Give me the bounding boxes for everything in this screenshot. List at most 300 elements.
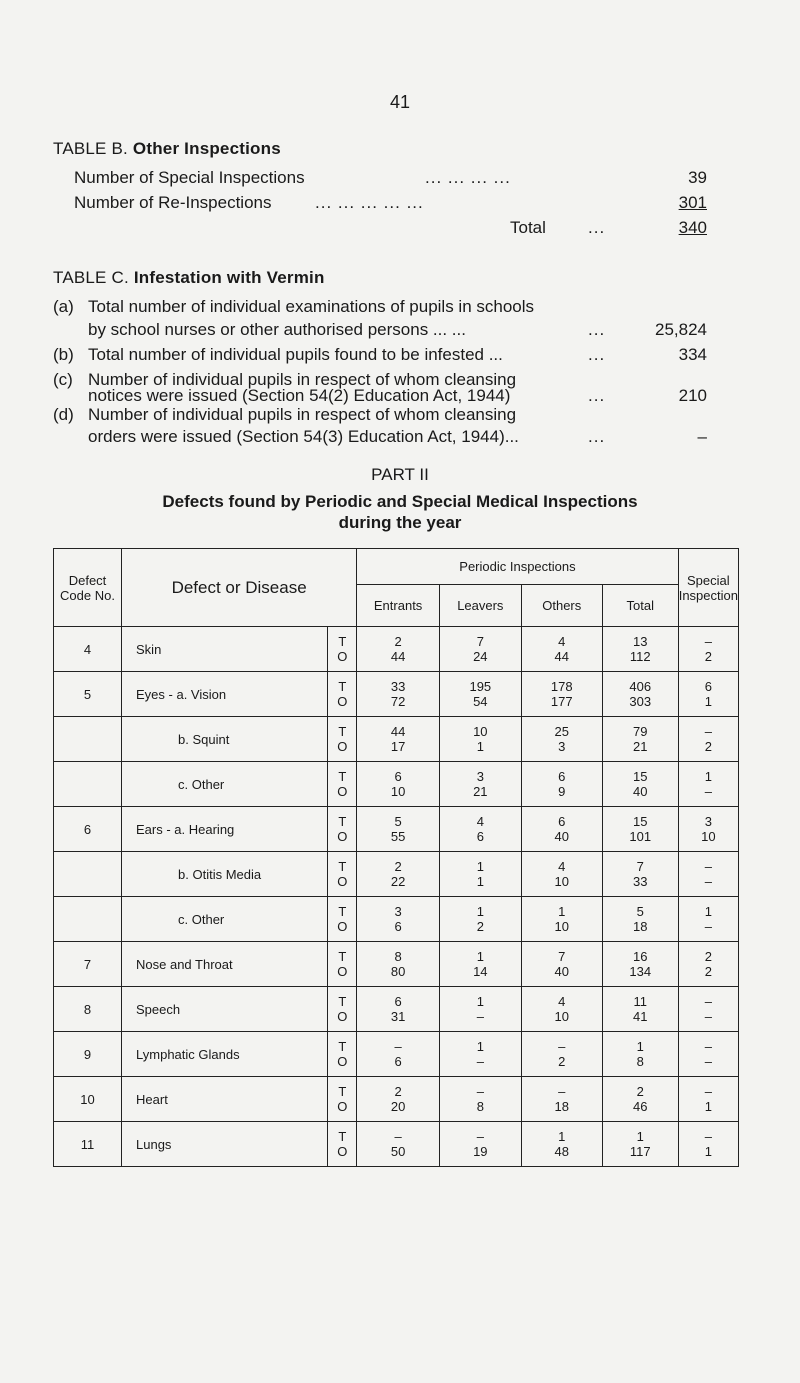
total-t-value: 15 xyxy=(633,814,648,829)
leavers-t-value: – xyxy=(476,1129,484,1144)
item-d-line2: orders were issued (Section 54(3) Education Act, 1944)... xyxy=(88,427,519,446)
cell-special xyxy=(678,627,738,672)
leavers-t-value: 1 xyxy=(476,904,484,919)
item-a-line1: Total number of individual examinations of pupils in schools xyxy=(88,297,535,316)
total-o-value: 117 xyxy=(629,1144,651,1159)
defect-name: Skin xyxy=(122,627,328,672)
special-t-value: – xyxy=(704,994,712,1009)
special-o-value: – xyxy=(704,919,712,934)
cell-special xyxy=(678,1122,738,1167)
cell-total xyxy=(602,672,678,717)
table-b-label: TABLE B. xyxy=(53,139,128,158)
entrants-o-value: 80 xyxy=(390,964,406,979)
entrants-t-value: 33 xyxy=(390,679,406,694)
defects-table xyxy=(53,548,739,1167)
cell-leavers xyxy=(439,1122,521,1167)
total-t-value: 79 xyxy=(633,724,648,739)
cell-others xyxy=(521,987,602,1032)
defect-code: 7 xyxy=(54,942,122,987)
defect-name: Nose and Throat xyxy=(122,942,328,987)
table-row xyxy=(54,627,739,672)
cell-others xyxy=(521,627,602,672)
row-type-o: O xyxy=(337,694,348,709)
cell-special xyxy=(678,987,738,1032)
defect-name: b. Squint xyxy=(122,717,328,762)
special-o-value: 2 xyxy=(704,649,712,664)
t-o-label xyxy=(328,987,357,1032)
entrants-t-value: 3 xyxy=(394,904,402,919)
cell-leavers xyxy=(439,897,521,942)
cell-leavers xyxy=(439,1032,521,1077)
others-o-value: 48 xyxy=(554,1144,569,1159)
special-t-value: – xyxy=(704,1039,712,1054)
cell-entrants xyxy=(357,1032,440,1077)
leavers-t-value: 195 xyxy=(469,679,492,694)
row-type-t: T xyxy=(338,724,347,739)
others-o-value: 177 xyxy=(550,694,573,709)
entrants-t-value: 5 xyxy=(394,814,402,829)
cell-others xyxy=(521,672,602,717)
cell-others xyxy=(521,717,602,762)
defect-code xyxy=(54,852,122,897)
others-o-value: 10 xyxy=(554,919,569,934)
special-o-value: 10 xyxy=(701,829,716,844)
cell-others xyxy=(521,807,602,852)
cell-special xyxy=(678,897,738,942)
header-leavers: Leavers xyxy=(439,585,521,627)
total-t-value: 2 xyxy=(636,1084,644,1099)
cell-total xyxy=(602,942,678,987)
entrants-o-value: 44 xyxy=(390,649,406,664)
table-row xyxy=(54,897,739,942)
others-o-value: 3 xyxy=(558,739,566,754)
leavers-o-value: 1 xyxy=(476,739,484,754)
t-o-label xyxy=(328,1077,357,1122)
others-t-value: 6 xyxy=(558,769,566,784)
leavers-o-value: – xyxy=(476,1009,484,1024)
cell-special xyxy=(678,1077,738,1122)
header-code: Defect Code No. xyxy=(54,549,122,627)
cell-entrants xyxy=(357,762,440,807)
t-o-label xyxy=(328,1032,357,1077)
defect-code xyxy=(54,717,122,762)
special-t-value: – xyxy=(704,634,712,649)
cell-leavers xyxy=(439,987,521,1032)
leavers-t-value: 10 xyxy=(473,724,488,739)
t-o-label xyxy=(328,672,357,717)
defect-code xyxy=(54,897,122,942)
special-t-value: 1 xyxy=(704,769,712,784)
row-type-o: O xyxy=(337,1009,348,1024)
row-type-t: T xyxy=(338,634,347,649)
cell-others xyxy=(521,1032,602,1077)
leavers-t-value: 3 xyxy=(476,769,484,784)
others-o-value: 44 xyxy=(554,649,569,664)
others-t-value: 25 xyxy=(554,724,569,739)
cell-total xyxy=(602,897,678,942)
t-o-label xyxy=(328,627,357,672)
special-t-value: – xyxy=(704,859,712,874)
total-o-value: 46 xyxy=(633,1099,648,1114)
cell-total xyxy=(602,627,678,672)
cell-others xyxy=(521,852,602,897)
entrants-t-value: 2 xyxy=(394,1084,402,1099)
others-t-value: 1 xyxy=(558,1129,566,1144)
leavers-t-value: 7 xyxy=(476,634,484,649)
row-type-o: O xyxy=(337,919,348,934)
row-type-t: T xyxy=(338,1129,347,1144)
leavers-o-value: 24 xyxy=(473,649,488,664)
cell-entrants xyxy=(357,897,440,942)
row-type-t: T xyxy=(338,1039,347,1054)
leavers-t-value: 1 xyxy=(476,859,484,874)
item-d-dots: ... xyxy=(588,427,606,446)
table-b-caption: Other Inspections xyxy=(132,139,281,158)
item-b-line1: Total number of individual pupils found to be infested ... xyxy=(88,345,503,364)
part-subtitle-line2: during the year xyxy=(338,513,462,532)
header-periodic: Periodic Inspections xyxy=(357,549,678,585)
others-t-value: 7 xyxy=(558,949,566,964)
total-value: 340 xyxy=(678,218,707,237)
defect-code: 6 xyxy=(54,807,122,852)
cell-entrants xyxy=(357,987,440,1032)
cell-leavers xyxy=(439,717,521,762)
item-b-letter: (b) xyxy=(53,345,74,364)
special-t-value: 3 xyxy=(704,814,712,829)
cell-special xyxy=(678,942,738,987)
total-o-value: 41 xyxy=(633,1009,648,1024)
cell-leavers xyxy=(439,807,521,852)
total-o-value: 8 xyxy=(636,1054,644,1069)
total-o-value: 18 xyxy=(633,919,648,934)
table-b-heading xyxy=(53,139,281,159)
total-o-value: 303 xyxy=(629,694,652,709)
t-o-label xyxy=(328,897,357,942)
cell-total xyxy=(602,852,678,897)
total-t-value: 5 xyxy=(636,904,644,919)
leavers-t-value: 1 xyxy=(476,1039,484,1054)
total-t-value: 11 xyxy=(633,994,648,1009)
cell-others xyxy=(521,1122,602,1167)
others-t-value: 4 xyxy=(558,859,566,874)
item-c-line1: Number of individual pupils in respect of whom cleansing xyxy=(88,370,517,389)
row-type-o: O xyxy=(337,649,348,664)
item-c-dots: ... xyxy=(588,386,606,405)
others-o-value: 10 xyxy=(554,874,569,889)
defect-code: 4 xyxy=(54,627,122,672)
special-o-value: – xyxy=(704,874,712,889)
item-a-line2: by school nurses or other authorised persons ... ... xyxy=(88,320,466,339)
others-t-value: 1 xyxy=(558,904,566,919)
table-row xyxy=(54,762,739,807)
entrants-o-value: 17 xyxy=(390,739,406,754)
special-t-value: – xyxy=(704,1084,712,1099)
row-type-t: T xyxy=(338,1084,347,1099)
cell-special xyxy=(678,807,738,852)
row-type-t: T xyxy=(338,949,347,964)
row-type-o: O xyxy=(337,1099,348,1114)
leavers-t-value: 4 xyxy=(476,814,484,829)
leavers-o-value: 54 xyxy=(473,694,488,709)
entrants-o-value: 72 xyxy=(390,694,406,709)
defect-code xyxy=(54,762,122,807)
cell-leavers xyxy=(439,942,521,987)
leavers-t-value: – xyxy=(476,1084,484,1099)
entrants-t-value: – xyxy=(394,1039,402,1054)
others-o-value: 2 xyxy=(558,1054,566,1069)
defect-code: 5 xyxy=(54,672,122,717)
item-b-value: 334 xyxy=(678,345,707,364)
cell-special xyxy=(678,672,738,717)
cell-special xyxy=(678,717,738,762)
total-o-value: 101 xyxy=(629,829,652,844)
t-o-label xyxy=(328,1122,357,1167)
item-a-dots: ... xyxy=(588,320,606,339)
defect-code: 9 xyxy=(54,1032,122,1077)
header-disease: Defect or Disease xyxy=(122,549,357,627)
row-type-t: T xyxy=(338,814,347,829)
cell-leavers xyxy=(439,852,521,897)
special-o-value: – xyxy=(704,784,712,799)
entrants-t-value: 6 xyxy=(394,769,402,784)
special-t-value: – xyxy=(704,724,712,739)
defect-code: 10 xyxy=(54,1077,122,1122)
row-type-t: T xyxy=(338,859,347,874)
cell-others xyxy=(521,942,602,987)
t-o-label xyxy=(328,762,357,807)
leavers-o-value: – xyxy=(476,1054,484,1069)
item-d-value: – xyxy=(697,427,707,446)
cell-entrants xyxy=(357,717,440,762)
leavers-o-value: 2 xyxy=(476,919,484,934)
cell-others xyxy=(521,897,602,942)
t-o-label xyxy=(328,807,357,852)
total-o-value: 40 xyxy=(633,784,648,799)
cell-leavers xyxy=(439,1077,521,1122)
entrants-t-value: 6 xyxy=(394,994,402,1009)
cell-entrants xyxy=(357,807,440,852)
leavers-o-value: 19 xyxy=(473,1144,488,1159)
cell-others xyxy=(521,1077,602,1122)
entrants-o-value: 50 xyxy=(390,1144,406,1159)
row-type-o: O xyxy=(337,739,348,754)
special-inspections-label: Number of Special Inspections xyxy=(74,168,305,187)
defect-code: 8 xyxy=(54,987,122,1032)
total-t-value: 13 xyxy=(633,634,648,649)
row-type-o: O xyxy=(337,1144,348,1159)
special-o-value: 1 xyxy=(704,694,712,709)
special-inspections-value: 39 xyxy=(688,168,707,187)
leavers-o-value: 6 xyxy=(476,829,484,844)
table-row xyxy=(54,672,739,717)
item-c-line2: notices were issued (Section 54(2) Education Act, 1944) xyxy=(88,386,511,405)
row-type-t: T xyxy=(338,994,347,1009)
entrants-o-value: 20 xyxy=(390,1099,406,1114)
leavers-o-value: 8 xyxy=(476,1099,484,1114)
defect-code: 11 xyxy=(54,1122,122,1167)
header-special: Special Inspection xyxy=(678,549,738,627)
cell-total xyxy=(602,762,678,807)
defect-name: b. Otitis Media xyxy=(122,852,328,897)
cell-entrants xyxy=(357,627,440,672)
entrants-t-value: 8 xyxy=(394,949,402,964)
table-c-label: TABLE C. xyxy=(53,268,129,287)
leavers-o-value: 21 xyxy=(473,784,488,799)
header-others: Others xyxy=(521,585,602,627)
others-t-value: 4 xyxy=(558,634,566,649)
table-row xyxy=(54,807,739,852)
page-number: 41 xyxy=(389,92,411,112)
entrants-t-value: 2 xyxy=(394,634,402,649)
row-type-o: O xyxy=(337,964,348,979)
row-type-t: T xyxy=(338,904,347,919)
others-t-value: 6 xyxy=(558,814,566,829)
defect-name: Lungs xyxy=(122,1122,328,1167)
re-inspections-label: Number of Re-Inspections xyxy=(74,193,272,212)
table-row xyxy=(54,1122,739,1167)
row-type-t: T xyxy=(338,769,347,784)
defects-table-body xyxy=(54,627,739,1167)
entrants-t-value: 44 xyxy=(390,724,406,739)
cell-total xyxy=(602,987,678,1032)
others-o-value: 10 xyxy=(554,1009,569,1024)
table-row xyxy=(54,1077,739,1122)
table-row xyxy=(54,1032,739,1077)
header-total: Total xyxy=(602,585,678,627)
cell-leavers xyxy=(439,627,521,672)
defect-name: c. Other xyxy=(122,762,328,807)
others-o-value: 18 xyxy=(554,1099,569,1114)
part-subtitle-line1: Defects found by Periodic and Special Medical Inspections xyxy=(162,492,638,511)
total-t-value: 7 xyxy=(636,859,644,874)
defect-name: Heart xyxy=(122,1077,328,1122)
total-o-value: 33 xyxy=(633,874,648,889)
cell-entrants xyxy=(357,672,440,717)
table-row xyxy=(54,987,739,1032)
others-t-value: – xyxy=(558,1039,566,1054)
others-o-value: 40 xyxy=(554,964,569,979)
cell-special xyxy=(678,852,738,897)
leavers-t-value: 1 xyxy=(476,994,484,1009)
special-o-value: – xyxy=(704,1009,712,1024)
entrants-o-value: 6 xyxy=(394,919,402,934)
table-row xyxy=(54,942,739,987)
leavers-t-value: 1 xyxy=(476,949,484,964)
row-type-o: O xyxy=(337,1054,348,1069)
total-t-value: 16 xyxy=(633,949,648,964)
total-dots: ... xyxy=(588,218,606,237)
cell-special xyxy=(678,1032,738,1077)
special-t-value: 6 xyxy=(704,679,712,694)
total-label: Total xyxy=(510,218,546,237)
special-o-value: 2 xyxy=(704,739,712,754)
defect-name: Eyes - a. Vision xyxy=(122,672,328,717)
special-t-value: 2 xyxy=(704,949,712,964)
cell-special xyxy=(678,762,738,807)
cell-leavers xyxy=(439,762,521,807)
t-o-label xyxy=(328,717,357,762)
entrants-t-value: – xyxy=(394,1129,402,1144)
row-type-t: T xyxy=(338,679,347,694)
item-c-value: 210 xyxy=(678,386,707,405)
entrants-o-value: 31 xyxy=(390,1009,406,1024)
table-c-caption: Infestation with Vermin xyxy=(133,268,325,287)
item-c-letter: (c) xyxy=(53,370,73,389)
entrants-t-value: 2 xyxy=(394,859,402,874)
cell-others xyxy=(521,762,602,807)
entrants-o-value: 10 xyxy=(390,784,406,799)
special-inspections-dots: ... ... ... ... xyxy=(425,168,511,187)
others-t-value: 178 xyxy=(550,679,573,694)
total-t-value: 1 xyxy=(636,1129,644,1144)
defect-name: c. Other xyxy=(122,897,328,942)
entrants-o-value: 55 xyxy=(390,829,406,844)
item-d-line1: Number of individual pupils in respect of whom cleansing xyxy=(88,405,517,424)
special-t-value: 1 xyxy=(704,904,712,919)
re-inspections-dots: ... ... ... ... ... xyxy=(315,193,424,212)
cell-total xyxy=(602,1077,678,1122)
t-o-label xyxy=(328,852,357,897)
total-o-value: 21 xyxy=(633,739,648,754)
special-o-value: 1 xyxy=(704,1099,712,1114)
total-t-value: 15 xyxy=(633,769,648,784)
entrants-o-value: 6 xyxy=(394,1054,402,1069)
cell-entrants xyxy=(357,1077,440,1122)
leavers-o-value: 14 xyxy=(473,964,488,979)
special-o-value: 2 xyxy=(704,964,712,979)
total-o-value: 112 xyxy=(629,649,651,664)
cell-total xyxy=(602,807,678,852)
others-t-value: – xyxy=(558,1084,566,1099)
cell-leavers xyxy=(439,672,521,717)
item-b-dots: ... xyxy=(588,345,606,364)
cell-entrants xyxy=(357,852,440,897)
others-o-value: 40 xyxy=(554,829,569,844)
table-row xyxy=(54,852,739,897)
cell-total xyxy=(602,717,678,762)
part-title: PART II xyxy=(371,465,429,484)
item-a-value: 25,824 xyxy=(655,320,707,339)
cell-entrants xyxy=(357,942,440,987)
others-t-value: 4 xyxy=(558,994,566,1009)
item-d-letter: (d) xyxy=(53,405,74,424)
cell-total xyxy=(602,1122,678,1167)
row-type-o: O xyxy=(337,784,348,799)
table-row xyxy=(54,717,739,762)
entrants-o-value: 22 xyxy=(390,874,406,889)
total-o-value: 134 xyxy=(629,964,652,979)
row-type-o: O xyxy=(337,829,348,844)
special-o-value: – xyxy=(704,1054,712,1069)
others-o-value: 9 xyxy=(558,784,566,799)
item-a-letter: (a) xyxy=(53,297,74,316)
header-entrants: Entrants xyxy=(357,585,440,627)
defect-name: Lymphatic Glands xyxy=(122,1032,328,1077)
row-type-o: O xyxy=(337,874,348,889)
table-c-heading xyxy=(53,268,325,288)
t-o-label xyxy=(328,942,357,987)
defect-name: Ears - a. Hearing xyxy=(122,807,328,852)
leavers-o-value: 1 xyxy=(476,874,484,889)
special-o-value: 1 xyxy=(704,1144,712,1159)
total-t-value: 406 xyxy=(629,679,652,694)
cell-entrants xyxy=(357,1122,440,1167)
re-inspections-value: 301 xyxy=(678,193,707,212)
special-t-value: – xyxy=(704,1129,712,1144)
defect-name: Speech xyxy=(122,987,328,1032)
total-t-value: 1 xyxy=(636,1039,644,1054)
cell-total xyxy=(602,1032,678,1077)
